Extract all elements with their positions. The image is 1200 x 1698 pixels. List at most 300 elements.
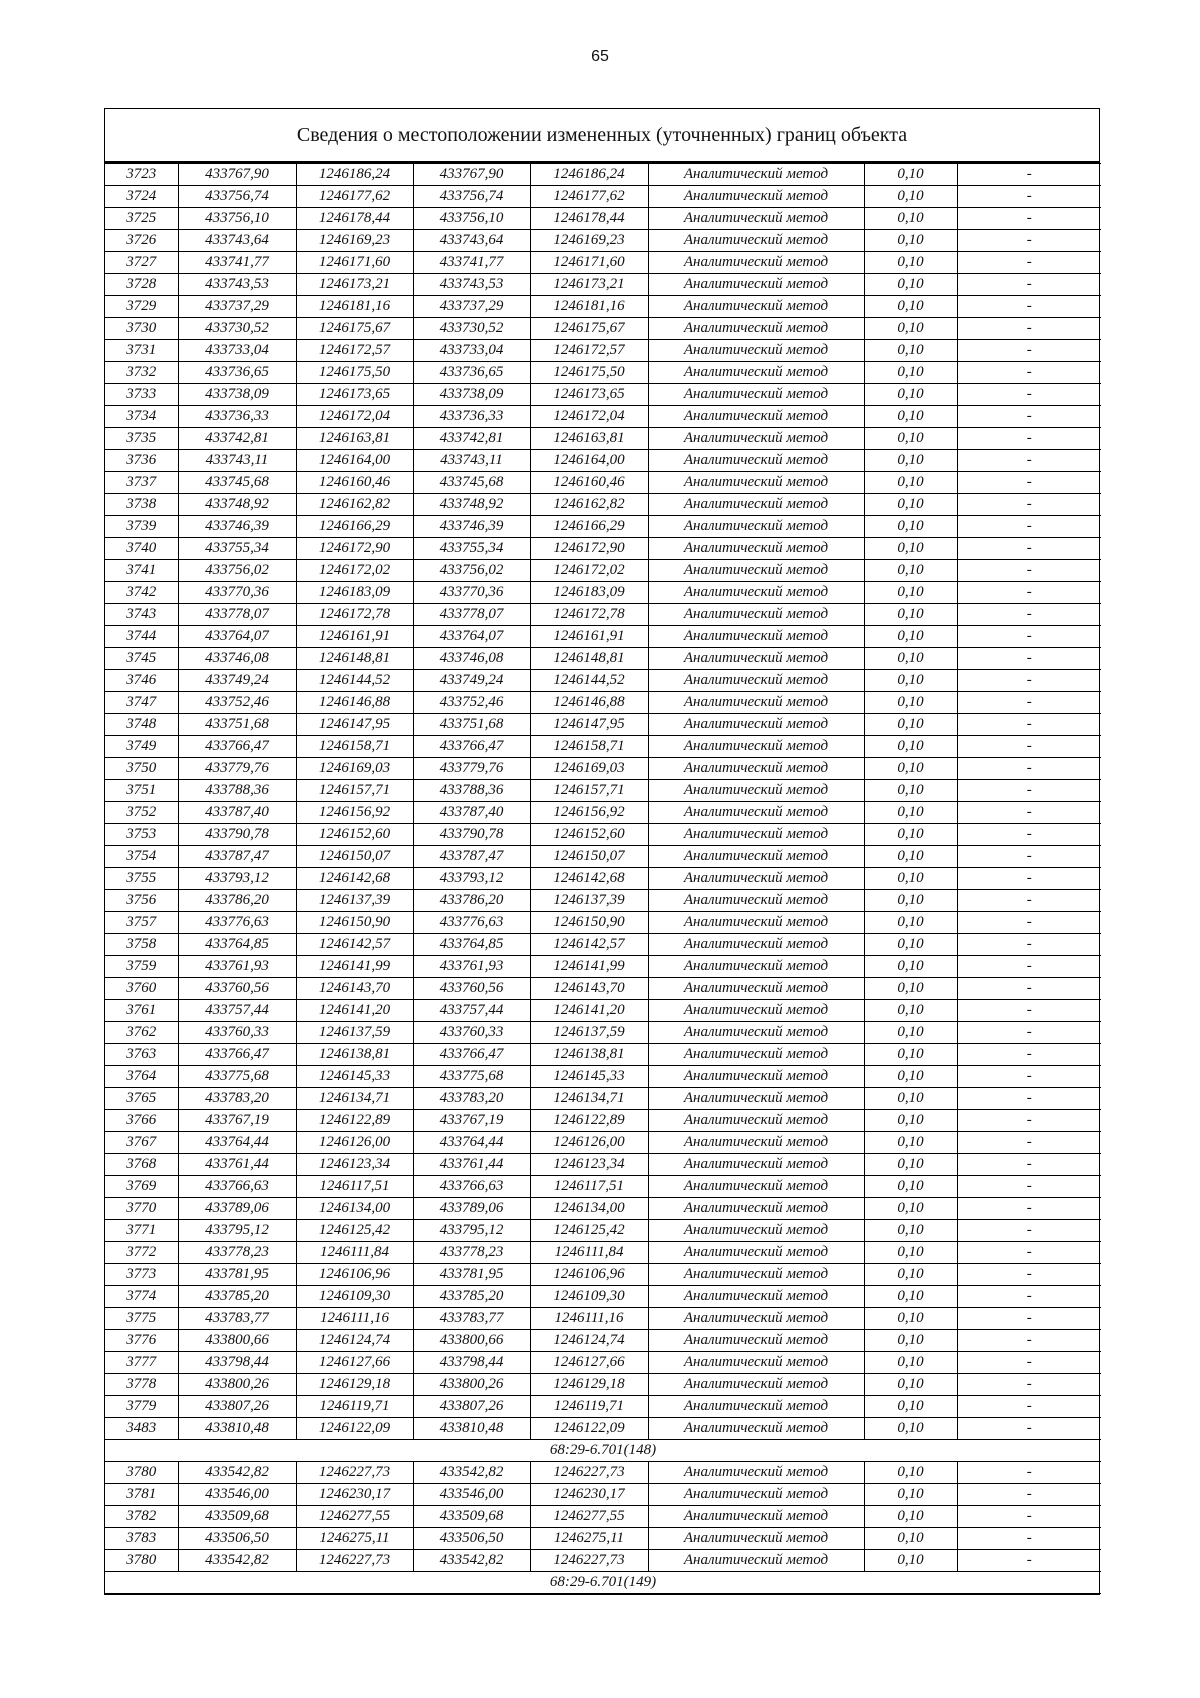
y-new-cell: 1246158,71 bbox=[530, 736, 648, 758]
y-old-cell: 1246125,42 bbox=[296, 1220, 413, 1242]
accuracy-cell: 0,10 bbox=[864, 1550, 957, 1572]
x-old-cell: 433748,92 bbox=[178, 494, 296, 516]
x-new-cell: 433776,63 bbox=[413, 912, 530, 934]
y-old-cell: 1246164,00 bbox=[296, 450, 413, 472]
point-number-cell: 3748 bbox=[105, 714, 178, 736]
x-new-cell: 433743,64 bbox=[413, 230, 530, 252]
table-row bbox=[105, 824, 1101, 846]
y-old-cell: 1246173,65 bbox=[296, 384, 413, 406]
x-old-cell: 433778,07 bbox=[178, 604, 296, 626]
table-row bbox=[105, 296, 1101, 318]
method-cell: Аналитический метод bbox=[648, 450, 864, 472]
x-new-cell: 433730,52 bbox=[413, 318, 530, 340]
description-cell: - bbox=[957, 626, 1101, 648]
point-number-cell: 3740 bbox=[105, 538, 178, 560]
y-old-cell: 1246142,57 bbox=[296, 934, 413, 956]
y-old-cell: 1246144,52 bbox=[296, 670, 413, 692]
method-cell: Аналитический метод bbox=[648, 1462, 864, 1484]
y-new-cell: 1246172,02 bbox=[530, 560, 648, 582]
x-old-cell: 433742,81 bbox=[178, 428, 296, 450]
table-row bbox=[105, 956, 1101, 978]
point-number-cell: 3730 bbox=[105, 318, 178, 340]
description-cell: - bbox=[957, 1396, 1101, 1418]
accuracy-cell: 0,10 bbox=[864, 1242, 957, 1264]
x-old-cell: 433757,44 bbox=[178, 1000, 296, 1022]
description-cell: - bbox=[957, 934, 1101, 956]
point-number-cell: 3779 bbox=[105, 1396, 178, 1418]
point-number-cell: 3773 bbox=[105, 1264, 178, 1286]
x-old-cell: 433752,46 bbox=[178, 692, 296, 714]
method-cell: Аналитический метод bbox=[648, 494, 864, 516]
point-number-cell: 3781 bbox=[105, 1484, 178, 1506]
x-new-cell: 433787,47 bbox=[413, 846, 530, 868]
boundary-table-frame bbox=[104, 108, 1100, 1595]
table-row bbox=[105, 1308, 1101, 1330]
y-old-cell: 1246177,62 bbox=[296, 186, 413, 208]
accuracy-cell: 0,10 bbox=[864, 1044, 957, 1066]
x-new-cell: 433766,63 bbox=[413, 1176, 530, 1198]
description-cell: - bbox=[957, 560, 1101, 582]
y-old-cell: 1246127,66 bbox=[296, 1352, 413, 1374]
x-new-cell: 433778,23 bbox=[413, 1242, 530, 1264]
x-old-cell: 433767,19 bbox=[178, 1110, 296, 1132]
y-new-cell: 1246172,78 bbox=[530, 604, 648, 626]
y-new-cell: 1246147,95 bbox=[530, 714, 648, 736]
table-row bbox=[105, 318, 1101, 340]
description-cell: - bbox=[957, 736, 1101, 758]
x-old-cell: 433775,68 bbox=[178, 1066, 296, 1088]
point-number-cell: 3746 bbox=[105, 670, 178, 692]
y-old-cell: 1246172,02 bbox=[296, 560, 413, 582]
y-old-cell: 1246171,60 bbox=[296, 252, 413, 274]
point-number-cell: 3483 bbox=[105, 1418, 178, 1440]
method-cell: Аналитический метод bbox=[648, 1264, 864, 1286]
x-old-cell: 433789,06 bbox=[178, 1198, 296, 1220]
x-new-cell: 433761,93 bbox=[413, 956, 530, 978]
x-old-cell: 433755,34 bbox=[178, 538, 296, 560]
x-new-cell: 433756,10 bbox=[413, 208, 530, 230]
method-cell: Аналитический метод bbox=[648, 1330, 864, 1352]
y-old-cell: 1246126,00 bbox=[296, 1132, 413, 1154]
x-old-cell: 433760,33 bbox=[178, 1022, 296, 1044]
method-cell: Аналитический метод bbox=[648, 978, 864, 1000]
description-cell: - bbox=[957, 1374, 1101, 1396]
method-cell: Аналитический метод bbox=[648, 1176, 864, 1198]
x-old-cell: 433770,36 bbox=[178, 582, 296, 604]
y-new-cell: 1246163,81 bbox=[530, 428, 648, 450]
y-new-cell: 1246109,30 bbox=[530, 1286, 648, 1308]
table-row bbox=[105, 1550, 1101, 1572]
point-number-cell: 3765 bbox=[105, 1088, 178, 1110]
y-new-cell: 1246144,52 bbox=[530, 670, 648, 692]
accuracy-cell: 0,10 bbox=[864, 670, 957, 692]
point-number-cell: 3771 bbox=[105, 1220, 178, 1242]
accuracy-cell: 0,10 bbox=[864, 1286, 957, 1308]
description-cell: - bbox=[957, 1022, 1101, 1044]
point-number-cell: 3783 bbox=[105, 1528, 178, 1550]
point-number-cell: 3763 bbox=[105, 1044, 178, 1066]
x-old-cell: 433743,53 bbox=[178, 274, 296, 296]
y-old-cell: 1246161,91 bbox=[296, 626, 413, 648]
x-new-cell: 433779,76 bbox=[413, 758, 530, 780]
description-cell: - bbox=[957, 692, 1101, 714]
table-row bbox=[105, 1528, 1101, 1550]
accuracy-cell: 0,10 bbox=[864, 1154, 957, 1176]
x-old-cell: 433756,02 bbox=[178, 560, 296, 582]
method-cell: Аналитический метод bbox=[648, 1550, 864, 1572]
y-old-cell: 1246230,17 bbox=[296, 1484, 413, 1506]
y-new-cell: 1246275,11 bbox=[530, 1528, 648, 1550]
table-row bbox=[105, 450, 1101, 472]
x-old-cell: 433741,77 bbox=[178, 252, 296, 274]
accuracy-cell: 0,10 bbox=[864, 956, 957, 978]
y-new-cell: 1246230,17 bbox=[530, 1484, 648, 1506]
accuracy-cell: 0,10 bbox=[864, 340, 957, 362]
description-cell: - bbox=[957, 758, 1101, 780]
x-new-cell: 433760,56 bbox=[413, 978, 530, 1000]
y-new-cell: 1246134,00 bbox=[530, 1198, 648, 1220]
table-row bbox=[105, 780, 1101, 802]
y-new-cell: 1246122,89 bbox=[530, 1110, 648, 1132]
method-cell: Аналитический метод bbox=[648, 1088, 864, 1110]
y-new-cell: 1246172,57 bbox=[530, 340, 648, 362]
table-row bbox=[105, 362, 1101, 384]
method-cell: Аналитический метод bbox=[648, 692, 864, 714]
point-number-cell: 3782 bbox=[105, 1506, 178, 1528]
table-row bbox=[105, 1044, 1101, 1066]
x-new-cell: 433760,33 bbox=[413, 1022, 530, 1044]
point-number-cell: 3732 bbox=[105, 362, 178, 384]
x-old-cell: 433778,23 bbox=[178, 1242, 296, 1264]
accuracy-cell: 0,10 bbox=[864, 1418, 957, 1440]
x-new-cell: 433767,90 bbox=[413, 164, 530, 186]
y-new-cell: 1246166,29 bbox=[530, 516, 648, 538]
y-old-cell: 1246122,89 bbox=[296, 1110, 413, 1132]
x-old-cell: 433783,77 bbox=[178, 1308, 296, 1330]
x-old-cell: 433746,39 bbox=[178, 516, 296, 538]
y-new-cell: 1246122,09 bbox=[530, 1418, 648, 1440]
point-number-cell: 3764 bbox=[105, 1066, 178, 1088]
accuracy-cell: 0,10 bbox=[864, 362, 957, 384]
x-old-cell: 433764,85 bbox=[178, 934, 296, 956]
point-number-cell: 3754 bbox=[105, 846, 178, 868]
x-old-cell: 433790,78 bbox=[178, 824, 296, 846]
method-cell: Аналитический метод bbox=[648, 1132, 864, 1154]
description-cell: - bbox=[957, 362, 1101, 384]
method-cell: Аналитический метод bbox=[648, 516, 864, 538]
table-row bbox=[105, 1418, 1101, 1440]
y-old-cell: 1246277,55 bbox=[296, 1506, 413, 1528]
y-old-cell: 1246119,71 bbox=[296, 1396, 413, 1418]
x-new-cell: 433778,07 bbox=[413, 604, 530, 626]
y-old-cell: 1246160,46 bbox=[296, 472, 413, 494]
x-new-cell: 433737,29 bbox=[413, 296, 530, 318]
description-cell: - bbox=[957, 230, 1101, 252]
y-old-cell: 1246169,03 bbox=[296, 758, 413, 780]
table-row bbox=[105, 1462, 1101, 1484]
point-number-cell: 3766 bbox=[105, 1110, 178, 1132]
table-row bbox=[105, 538, 1101, 560]
description-cell: - bbox=[957, 516, 1101, 538]
y-old-cell: 1246141,20 bbox=[296, 1000, 413, 1022]
table-row bbox=[105, 670, 1101, 692]
point-number-cell: 3723 bbox=[105, 164, 178, 186]
accuracy-cell: 0,10 bbox=[864, 868, 957, 890]
x-old-cell: 433761,93 bbox=[178, 956, 296, 978]
point-number-cell: 3749 bbox=[105, 736, 178, 758]
y-old-cell: 1246178,44 bbox=[296, 208, 413, 230]
description-cell: - bbox=[957, 1110, 1101, 1132]
x-old-cell: 433760,56 bbox=[178, 978, 296, 1000]
point-number-cell: 3725 bbox=[105, 208, 178, 230]
accuracy-cell: 0,10 bbox=[864, 406, 957, 428]
x-new-cell: 433748,92 bbox=[413, 494, 530, 516]
x-old-cell: 433756,74 bbox=[178, 186, 296, 208]
y-new-cell: 1246127,66 bbox=[530, 1352, 648, 1374]
description-cell: - bbox=[957, 1528, 1101, 1550]
x-new-cell: 433798,44 bbox=[413, 1352, 530, 1374]
accuracy-cell: 0,10 bbox=[864, 230, 957, 252]
x-old-cell: 433767,90 bbox=[178, 164, 296, 186]
x-new-cell: 433743,11 bbox=[413, 450, 530, 472]
y-new-cell: 1246227,73 bbox=[530, 1462, 648, 1484]
x-new-cell: 433764,85 bbox=[413, 934, 530, 956]
point-number-cell: 3733 bbox=[105, 384, 178, 406]
x-new-cell: 433766,47 bbox=[413, 1044, 530, 1066]
accuracy-cell: 0,10 bbox=[864, 1000, 957, 1022]
accuracy-cell: 0,10 bbox=[864, 582, 957, 604]
x-new-cell: 433546,00 bbox=[413, 1484, 530, 1506]
table-row bbox=[105, 428, 1101, 450]
description-cell: - bbox=[957, 824, 1101, 846]
description-cell: - bbox=[957, 1044, 1101, 1066]
point-number-cell: 3724 bbox=[105, 186, 178, 208]
description-cell: - bbox=[957, 890, 1101, 912]
accuracy-cell: 0,10 bbox=[864, 1022, 957, 1044]
y-old-cell: 1246129,18 bbox=[296, 1374, 413, 1396]
y-old-cell: 1246150,90 bbox=[296, 912, 413, 934]
x-old-cell: 433743,11 bbox=[178, 450, 296, 472]
y-new-cell: 1246227,73 bbox=[530, 1550, 648, 1572]
x-old-cell: 433751,68 bbox=[178, 714, 296, 736]
table-row bbox=[105, 1088, 1101, 1110]
y-new-cell: 1246157,71 bbox=[530, 780, 648, 802]
y-old-cell: 1246172,78 bbox=[296, 604, 413, 626]
accuracy-cell: 0,10 bbox=[864, 846, 957, 868]
method-cell: Аналитический метод bbox=[648, 1154, 864, 1176]
y-new-cell: 1246137,39 bbox=[530, 890, 648, 912]
x-old-cell: 433749,24 bbox=[178, 670, 296, 692]
table-title: Сведения о местоположении измененных (уточненных) границ объекта bbox=[105, 109, 1099, 163]
point-number-cell: 3736 bbox=[105, 450, 178, 472]
description-cell: - bbox=[957, 296, 1101, 318]
table-row bbox=[105, 406, 1101, 428]
y-old-cell: 1246111,84 bbox=[296, 1242, 413, 1264]
accuracy-cell: 0,10 bbox=[864, 274, 957, 296]
y-old-cell: 1246175,50 bbox=[296, 362, 413, 384]
point-number-cell: 3767 bbox=[105, 1132, 178, 1154]
description-cell: - bbox=[957, 1000, 1101, 1022]
table-row bbox=[105, 1374, 1101, 1396]
table-row bbox=[105, 1198, 1101, 1220]
point-number-cell: 3772 bbox=[105, 1242, 178, 1264]
table-row bbox=[105, 868, 1101, 890]
method-cell: Аналитический метод bbox=[648, 1220, 864, 1242]
x-new-cell: 433764,07 bbox=[413, 626, 530, 648]
table-row bbox=[105, 384, 1101, 406]
method-cell: Аналитический метод bbox=[648, 626, 864, 648]
method-cell: Аналитический метод bbox=[648, 340, 864, 362]
y-new-cell: 1246137,59 bbox=[530, 1022, 648, 1044]
method-cell: Аналитический метод bbox=[648, 296, 864, 318]
table-row bbox=[105, 252, 1101, 274]
accuracy-cell: 0,10 bbox=[864, 252, 957, 274]
description-cell: - bbox=[957, 648, 1101, 670]
x-old-cell: 433542,82 bbox=[178, 1550, 296, 1572]
point-number-cell: 3758 bbox=[105, 934, 178, 956]
section-separator-row bbox=[105, 1572, 1101, 1594]
description-cell: - bbox=[957, 604, 1101, 626]
x-new-cell: 433751,68 bbox=[413, 714, 530, 736]
x-old-cell: 433745,68 bbox=[178, 472, 296, 494]
x-new-cell: 433509,68 bbox=[413, 1506, 530, 1528]
x-old-cell: 433800,26 bbox=[178, 1374, 296, 1396]
y-new-cell: 1246173,65 bbox=[530, 384, 648, 406]
accuracy-cell: 0,10 bbox=[864, 604, 957, 626]
x-old-cell: 433787,47 bbox=[178, 846, 296, 868]
x-new-cell: 433757,44 bbox=[413, 1000, 530, 1022]
y-new-cell: 1246183,09 bbox=[530, 582, 648, 604]
method-cell: Аналитический метод bbox=[648, 780, 864, 802]
accuracy-cell: 0,10 bbox=[864, 516, 957, 538]
table-row bbox=[105, 1066, 1101, 1088]
y-old-cell: 1246141,99 bbox=[296, 956, 413, 978]
description-cell: - bbox=[957, 1088, 1101, 1110]
table-row bbox=[105, 802, 1101, 824]
x-new-cell: 433810,48 bbox=[413, 1418, 530, 1440]
y-new-cell: 1246124,74 bbox=[530, 1330, 648, 1352]
point-number-cell: 3742 bbox=[105, 582, 178, 604]
accuracy-cell: 0,10 bbox=[864, 736, 957, 758]
y-new-cell: 1246156,92 bbox=[530, 802, 648, 824]
y-old-cell: 1246158,71 bbox=[296, 736, 413, 758]
method-cell: Аналитический метод bbox=[648, 1374, 864, 1396]
table-row bbox=[105, 1132, 1101, 1154]
y-old-cell: 1246145,33 bbox=[296, 1066, 413, 1088]
y-new-cell: 1246141,20 bbox=[530, 1000, 648, 1022]
method-cell: Аналитический метод bbox=[648, 428, 864, 450]
point-number-cell: 3770 bbox=[105, 1198, 178, 1220]
method-cell: Аналитический метод bbox=[648, 824, 864, 846]
point-number-cell: 3744 bbox=[105, 626, 178, 648]
table-body bbox=[105, 164, 1101, 1594]
y-old-cell: 1246157,71 bbox=[296, 780, 413, 802]
table-row bbox=[105, 1176, 1101, 1198]
point-number-cell: 3762 bbox=[105, 1022, 178, 1044]
description-cell: - bbox=[957, 780, 1101, 802]
point-number-cell: 3741 bbox=[105, 560, 178, 582]
x-old-cell: 433764,44 bbox=[178, 1132, 296, 1154]
table-row bbox=[105, 1242, 1101, 1264]
x-new-cell: 433506,50 bbox=[413, 1528, 530, 1550]
y-new-cell: 1246111,16 bbox=[530, 1308, 648, 1330]
accuracy-cell: 0,10 bbox=[864, 1198, 957, 1220]
method-cell: Аналитический метод bbox=[648, 384, 864, 406]
accuracy-cell: 0,10 bbox=[864, 1462, 957, 1484]
description-cell: - bbox=[957, 538, 1101, 560]
point-number-cell: 3734 bbox=[105, 406, 178, 428]
accuracy-cell: 0,10 bbox=[864, 450, 957, 472]
accuracy-cell: 0,10 bbox=[864, 384, 957, 406]
y-new-cell: 1246175,50 bbox=[530, 362, 648, 384]
y-new-cell: 1246148,81 bbox=[530, 648, 648, 670]
x-old-cell: 433807,26 bbox=[178, 1396, 296, 1418]
x-new-cell: 433789,06 bbox=[413, 1198, 530, 1220]
y-new-cell: 1246129,18 bbox=[530, 1374, 648, 1396]
y-old-cell: 1246109,30 bbox=[296, 1286, 413, 1308]
table-row bbox=[105, 274, 1101, 296]
point-number-cell: 3776 bbox=[105, 1330, 178, 1352]
x-old-cell: 433781,95 bbox=[178, 1264, 296, 1286]
y-new-cell: 1246173,21 bbox=[530, 274, 648, 296]
description-cell: - bbox=[957, 1462, 1101, 1484]
x-old-cell: 433785,20 bbox=[178, 1286, 296, 1308]
description-cell: - bbox=[957, 1242, 1101, 1264]
x-old-cell: 433798,44 bbox=[178, 1352, 296, 1374]
point-number-cell: 3760 bbox=[105, 978, 178, 1000]
point-number-cell: 3751 bbox=[105, 780, 178, 802]
x-new-cell: 433755,34 bbox=[413, 538, 530, 560]
description-cell: - bbox=[957, 208, 1101, 230]
x-new-cell: 433733,04 bbox=[413, 340, 530, 362]
method-cell: Аналитический метод bbox=[648, 1198, 864, 1220]
method-cell: Аналитический метод bbox=[648, 186, 864, 208]
point-number-cell: 3755 bbox=[105, 868, 178, 890]
method-cell: Аналитический метод bbox=[648, 1066, 864, 1088]
x-new-cell: 433542,82 bbox=[413, 1550, 530, 1572]
x-new-cell: 433781,95 bbox=[413, 1264, 530, 1286]
description-cell: - bbox=[957, 1506, 1101, 1528]
x-old-cell: 433738,09 bbox=[178, 384, 296, 406]
accuracy-cell: 0,10 bbox=[864, 1066, 957, 1088]
y-new-cell: 1246169,23 bbox=[530, 230, 648, 252]
accuracy-cell: 0,10 bbox=[864, 472, 957, 494]
method-cell: Аналитический метод bbox=[648, 1286, 864, 1308]
y-old-cell: 1246227,73 bbox=[296, 1462, 413, 1484]
description-cell: - bbox=[957, 670, 1101, 692]
y-old-cell: 1246106,96 bbox=[296, 1264, 413, 1286]
table-row bbox=[105, 1154, 1101, 1176]
y-old-cell: 1246152,60 bbox=[296, 824, 413, 846]
y-new-cell: 1246150,90 bbox=[530, 912, 648, 934]
y-new-cell: 1246111,84 bbox=[530, 1242, 648, 1264]
method-cell: Аналитический метод bbox=[648, 846, 864, 868]
description-cell: - bbox=[957, 582, 1101, 604]
y-old-cell: 1246166,29 bbox=[296, 516, 413, 538]
point-number-cell: 3750 bbox=[105, 758, 178, 780]
description-cell: - bbox=[957, 978, 1101, 1000]
point-number-cell: 3737 bbox=[105, 472, 178, 494]
point-number-cell: 3775 bbox=[105, 1308, 178, 1330]
table-row bbox=[105, 340, 1101, 362]
description-cell: - bbox=[957, 1066, 1101, 1088]
x-old-cell: 433766,63 bbox=[178, 1176, 296, 1198]
table-row bbox=[105, 978, 1101, 1000]
accuracy-cell: 0,10 bbox=[864, 1088, 957, 1110]
y-new-cell: 1246178,44 bbox=[530, 208, 648, 230]
method-cell: Аналитический метод bbox=[648, 736, 864, 758]
x-new-cell: 433745,68 bbox=[413, 472, 530, 494]
